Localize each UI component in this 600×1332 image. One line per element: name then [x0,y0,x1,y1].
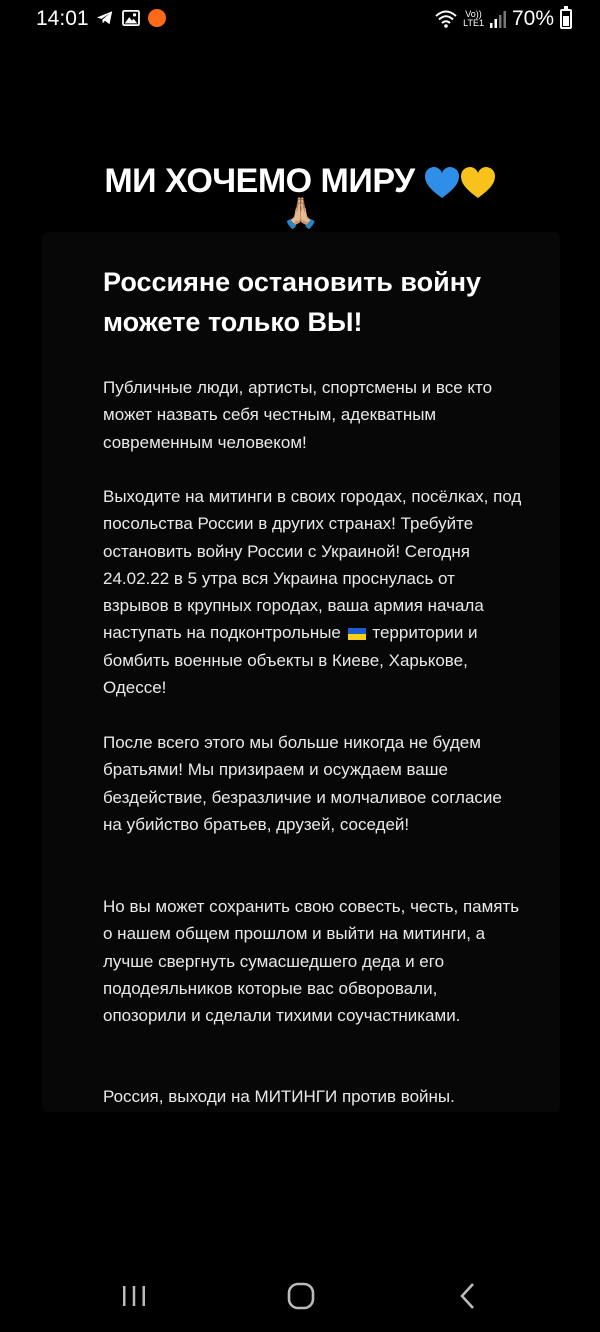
recents-button[interactable] [112,1274,156,1318]
volte-indicator: Vo)) LTE1 [463,9,484,28]
ukraine-flag-icon [348,628,366,640]
home-icon [286,1281,316,1311]
card-paragraph-3: После всего этого мы больше никогда не будем братьями! Мы призираем и осуждаем ваше бездействие, безразличие и молчаливое согласие на убийство братьев, друзей, соседей! [103,733,502,834]
signal-icon [490,10,506,28]
gallery-icon [122,10,140,26]
yellow-heart-icon [460,166,496,200]
status-time: 14:01 [36,7,89,30]
navigation-bar [0,1260,600,1332]
card-paragraph-4: Но вы может сохранить свою совесть, честь, память о нашем общем прошлом и выйти на митинги, а лучше свергнуть сумасшедшего деда и его пододеяльников которые вас обворовали, опозорили и сделали тихими соучастниками. [103,897,520,1026]
wifi-icon [435,10,457,28]
story-title: МИ ХОЧЕМО МИРУ [104,162,415,200]
back-button[interactable] [446,1274,490,1318]
card-paragraph-2: Выходите на митинги в своих городах, посёлках, под посольства России в других странах! Требуйте остановить войну России с Украиной! Сегодня 24.02.22 в 5 утра вся Украина проснулась от взрывов в крупных городах, ваша армия начала наступать на подконтрольные территории и бомбить военные объекты в Киеве, Харькове, Одессе! [103,487,522,698]
battery-percent: 70% [511,7,554,30]
telegram-icon [96,9,114,27]
card-paragraph-5: Россия, выходи на МИТИНГИ против войны. [103,1087,455,1106]
notification-icons [96,9,166,27]
praying-hands-icon: 🙏🏼 [282,197,320,230]
card-paragraph-1: Публичные люди, артисты, спортсмены и все кто может назвать себя честным, адекватным современным человеком! [103,378,493,452]
blue-heart-icon [424,166,460,200]
home-button[interactable] [279,1274,323,1318]
xiaomi-app-icon [148,9,166,27]
back-icon [457,1282,479,1310]
card-heading: Россияне остановить войну можете только ВЫ! [103,267,482,337]
status-bar [0,0,600,38]
recents-icon [121,1284,147,1308]
system-icons [435,7,572,31]
battery-icon [560,9,572,29]
